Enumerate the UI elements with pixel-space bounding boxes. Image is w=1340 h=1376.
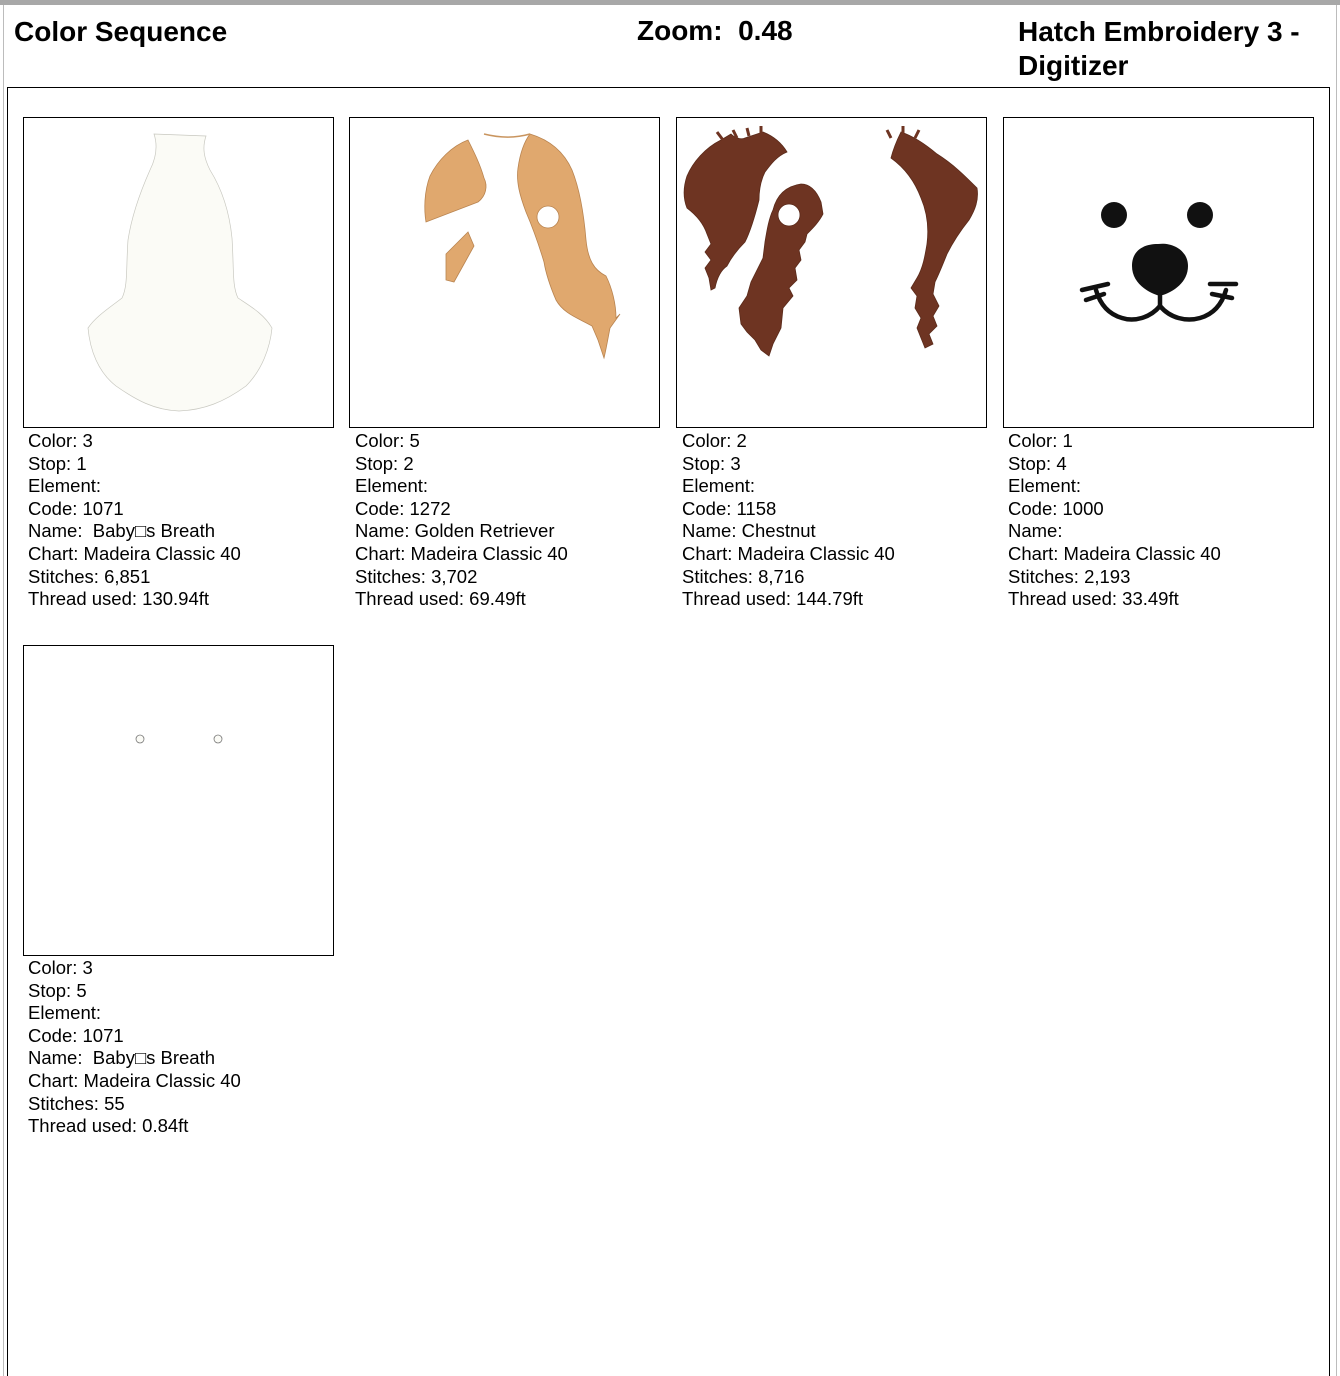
eye-highlights-shape (24, 646, 333, 955)
thread-row: Thread used: 130.94ft (28, 588, 210, 610)
stitches-row: Stitches: 55 (28, 1092, 125, 1114)
stitch-area-base (88, 134, 272, 411)
stitch-highlight-left (136, 735, 144, 743)
stitch-nose (1132, 244, 1188, 296)
stitch-eye-left (1101, 202, 1127, 228)
stop-row: Stop: 2 (355, 452, 414, 474)
color-row: Color: 1 (1008, 430, 1073, 451)
thread-row: Thread used: 0.84ft (28, 1115, 189, 1137)
stitch-area-right-ear (891, 132, 978, 348)
element-row: Element: (28, 475, 102, 497)
dog-face-base-shape (24, 118, 333, 427)
element-row: Element: (355, 475, 429, 497)
color-row: Color: 3 (28, 430, 93, 451)
code-row: Code: 1272 (355, 497, 451, 519)
stitch-area-left-ear (425, 140, 486, 222)
thread-row: Thread used: 144.79ft (682, 588, 864, 610)
stitches-row: Stitches: 8,716 (682, 565, 805, 587)
chart-row: Chart: Madeira Classic 40 (1008, 542, 1221, 564)
stop-row: Stop: 4 (1008, 452, 1067, 474)
code-row: Code: 1000 (1008, 497, 1104, 519)
stop-info-2 (355, 430, 655, 611)
thread-row: Thread used: 69.49ft (355, 588, 526, 610)
element-row: Element: (28, 1002, 102, 1024)
stitch-whisker-left-1 (1082, 284, 1108, 290)
stop-thumbnail-4 (1003, 117, 1314, 428)
name-row: Name: (1008, 520, 1063, 542)
element-row: Element: (1008, 475, 1082, 497)
thread-row: Thread used: 33.49ft (1008, 588, 1179, 610)
stop-thumbnail-2 (349, 117, 660, 428)
stitches-row: Stitches: 3,702 (355, 565, 478, 587)
stop-row: Stop: 3 (682, 452, 741, 474)
code-row: Code: 1158 (682, 497, 777, 519)
code-row: Code: 1071 (28, 1024, 124, 1046)
dog-head-tan-shape (350, 118, 659, 427)
stop-info-3 (682, 430, 982, 611)
name-row: Name: Baby□s Breath (28, 520, 216, 542)
name-row: Name: Chestnut (682, 520, 816, 542)
element-row: Element: (682, 475, 756, 497)
chart-row: Chart: Madeira Classic 40 (355, 542, 568, 564)
dog-ears-brown-shape (677, 118, 986, 427)
chart-row: Chart: Madeira Classic 40 (682, 542, 895, 564)
stop-thumbnail-1 (23, 117, 334, 428)
color-row: Color: 5 (355, 430, 420, 451)
stop-row: Stop: 5 (28, 979, 87, 1001)
head-top-outline (484, 134, 530, 137)
name-row: Name: Golden Retriever (355, 520, 555, 542)
stitches-row: Stitches: 6,851 (28, 565, 151, 587)
code-row: Code: 1071 (28, 497, 124, 519)
stop-info-1 (28, 430, 328, 611)
chart-row: Chart: Madeira Classic 40 (28, 1069, 241, 1091)
stitch-area-left-cheek (446, 232, 474, 282)
color-row: Color: 3 (28, 957, 93, 978)
stop-row: Stop: 1 (28, 452, 87, 474)
zoom-label: Zoom: (637, 15, 723, 46)
stitches-row: Stitches: 2,193 (1008, 565, 1131, 587)
chart-row: Chart: Madeira Classic 40 (28, 542, 241, 564)
stitch-eye-right (1187, 202, 1213, 228)
color-row: Color: 2 (682, 430, 747, 451)
stop-thumbnail-3 (676, 117, 987, 428)
zoom-readout (637, 15, 793, 47)
stop-info-5 (28, 957, 328, 1138)
zoom-value: 0.48 (738, 15, 793, 46)
stitch-area-right-head (517, 134, 620, 358)
stitch-highlight-right (214, 735, 222, 743)
stop-thumbnail-5 (23, 645, 334, 956)
stitch-whisker-right-2 (1212, 294, 1232, 298)
name-row: Name: Baby□s Breath (28, 1047, 216, 1069)
dog-eyes-nose-mouth-shape (1004, 118, 1313, 427)
stop-info-4 (1008, 430, 1308, 611)
app-name: Hatch Embroidery 3 - Digitizer (1018, 16, 1300, 81)
page-title: Color Sequence (14, 16, 228, 47)
